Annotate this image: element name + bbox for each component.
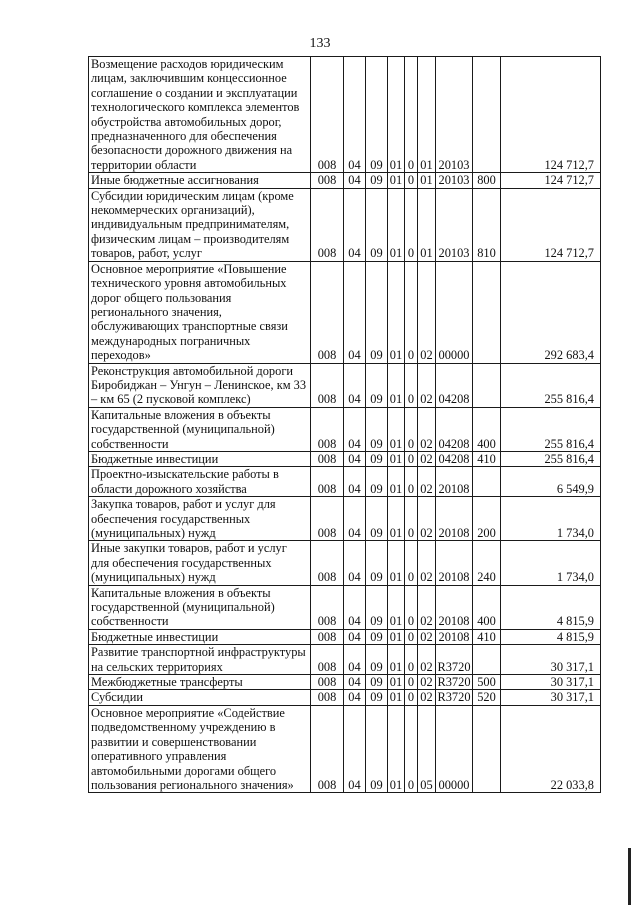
cell-section-code: 04: [344, 645, 366, 675]
cell-expense-type-code: 410: [473, 629, 501, 644]
cell-subprogram-code: 0: [405, 629, 418, 644]
cell-section-code: 04: [344, 541, 366, 585]
table-row: [89, 188, 601, 261]
cell-amount: 124 712,7: [501, 173, 601, 188]
cell-subsection-code: 09: [366, 467, 388, 497]
table-row: [89, 675, 601, 690]
cell-ministry-code: 008: [311, 363, 344, 407]
cell-ministry-code: 008: [311, 261, 344, 363]
cell-subsection-code: 09: [366, 497, 388, 541]
row-name: Бюджетные инвестиции: [89, 451, 311, 466]
cell-expense-type-code: [473, 363, 501, 407]
cell-subsection-code: 09: [366, 585, 388, 629]
cell-section-code: 04: [344, 57, 366, 173]
cell-activity-code: 02: [418, 363, 436, 407]
cell-amount: 30 317,1: [501, 675, 601, 690]
cell-activity-code: 01: [418, 173, 436, 188]
cell-ministry-code: 008: [311, 690, 344, 705]
cell-subsection-code: 09: [366, 705, 388, 792]
cell-activity-code: 02: [418, 585, 436, 629]
row-name: Развитие транспортной инфраструктуры на сельских территориях: [89, 645, 311, 675]
cell-program-code: 01: [388, 690, 405, 705]
cell-expense-type-code: [473, 261, 501, 363]
cell-subprogram-code: 0: [405, 705, 418, 792]
cell-expense-type-code: 410: [473, 451, 501, 466]
row-name: Проектно-изыскательские работы в области дорожного хозяйства: [89, 467, 311, 497]
cell-direction-code: 00000: [436, 261, 473, 363]
cell-expense-type-code: 240: [473, 541, 501, 585]
cell-subsection-code: 09: [366, 173, 388, 188]
cell-subprogram-code: 0: [405, 497, 418, 541]
cell-amount: 292 683,4: [501, 261, 601, 363]
cell-activity-code: 01: [418, 188, 436, 261]
row-name: Капитальные вложения в объекты государственной (муниципальной) собственности: [89, 585, 311, 629]
cell-amount: 4 815,9: [501, 629, 601, 644]
cell-section-code: 04: [344, 363, 366, 407]
cell-program-code: 01: [388, 261, 405, 363]
cell-expense-type-code: 400: [473, 407, 501, 451]
cell-activity-code: 02: [418, 541, 436, 585]
cell-program-code: 01: [388, 705, 405, 792]
cell-amount: 124 712,7: [501, 57, 601, 173]
cell-expense-type-code: 500: [473, 675, 501, 690]
cell-subprogram-code: 0: [405, 261, 418, 363]
cell-section-code: 04: [344, 261, 366, 363]
cell-subprogram-code: 0: [405, 645, 418, 675]
cell-program-code: 01: [388, 451, 405, 466]
cell-program-code: 01: [388, 497, 405, 541]
row-name: Бюджетные инвестиции: [89, 629, 311, 644]
cell-ministry-code: 008: [311, 407, 344, 451]
cell-direction-code: 20108: [436, 467, 473, 497]
cell-amount: 255 816,4: [501, 451, 601, 466]
cell-direction-code: R3720: [436, 645, 473, 675]
cell-subsection-code: 09: [366, 451, 388, 466]
cell-program-code: 01: [388, 173, 405, 188]
cell-activity-code: 02: [418, 467, 436, 497]
cell-direction-code: 20103: [436, 188, 473, 261]
cell-amount: 124 712,7: [501, 188, 601, 261]
cell-section-code: 04: [344, 629, 366, 644]
row-name: Возмещение расходов юридическим лицам, заключившим концессионное соглашение о создании и эксплуатации технологического комплекса элементов обустройства автомобильных дорог, предназначенного для обеспечения безопасности дорожного движения на территории области: [89, 57, 311, 173]
cell-expense-type-code: [473, 467, 501, 497]
table-row: [89, 645, 601, 675]
cell-subprogram-code: 0: [405, 407, 418, 451]
table-row: [89, 57, 601, 173]
table-row: [89, 261, 601, 363]
cell-direction-code: 20103: [436, 57, 473, 173]
cell-activity-code: 02: [418, 451, 436, 466]
cell-activity-code: 02: [418, 690, 436, 705]
table-row: [89, 690, 601, 705]
cell-subsection-code: 09: [366, 629, 388, 644]
table-row: [89, 173, 601, 188]
table-row: [89, 585, 601, 629]
cell-expense-type-code: [473, 645, 501, 675]
cell-amount: 1 734,0: [501, 541, 601, 585]
cell-section-code: 04: [344, 675, 366, 690]
cell-direction-code: 20108: [436, 497, 473, 541]
cell-program-code: 01: [388, 363, 405, 407]
row-name: Межбюджетные трансферты: [89, 675, 311, 690]
cell-subsection-code: 09: [366, 261, 388, 363]
cell-program-code: 01: [388, 407, 405, 451]
row-name: Иные бюджетные ассигнования: [89, 173, 311, 188]
cell-program-code: 01: [388, 675, 405, 690]
cell-ministry-code: 008: [311, 451, 344, 466]
cell-subsection-code: 09: [366, 645, 388, 675]
cell-direction-code: R3720: [437, 690, 471, 705]
margin-bar: [628, 848, 631, 905]
cell-ministry-code: 008: [311, 467, 344, 497]
cell-subprogram-code: 0: [405, 57, 418, 173]
row-name: Закупка товаров, работ и услуг для обеспечения государственных (муниципальных) нужд: [89, 497, 311, 541]
cell-ministry-code: 008: [311, 541, 344, 585]
cell-activity-code: 01: [418, 57, 436, 173]
cell-program-code: 01: [388, 645, 405, 675]
table-row: [89, 451, 601, 466]
cell-activity-code: 02: [418, 407, 436, 451]
cell-subsection-code: 09: [366, 363, 388, 407]
cell-program-code: 01: [388, 629, 405, 644]
cell-direction-code: 20108: [436, 541, 473, 585]
table-body: [89, 57, 601, 793]
cell-program-code: 01: [388, 188, 405, 261]
cell-ministry-code: 008: [311, 645, 344, 675]
cell-subsection-code: 09: [366, 690, 388, 705]
cell-section-code: 04: [344, 188, 366, 261]
cell-subprogram-code: 0: [405, 173, 418, 188]
cell-activity-code: 02: [418, 629, 436, 644]
cell-section-code: 04: [344, 173, 366, 188]
cell-amount: 4 815,9: [501, 585, 601, 629]
cell-expense-type-code: 800: [473, 173, 501, 188]
cell-ministry-code: 008: [311, 57, 344, 173]
cell-amount: 30 317,1: [501, 690, 601, 705]
table-row: [89, 497, 601, 541]
row-name: Реконструкция автомобильной дороги Биробиджан – Унгун – Ленинское, км 33 – км 65 (2 пусковой комплекс): [89, 363, 311, 407]
cell-direction-code: 20108: [436, 585, 473, 629]
cell-subsection-code: 09: [366, 541, 388, 585]
cell-activity-code: 02: [418, 261, 436, 363]
row-name: Основное мероприятие «Содействие подведомственному учреждению в развитии и совершенствовании оперативного управления автомобильными дорогами общего пользования регионального значения»: [89, 705, 311, 792]
cell-expense-type-code: 400: [473, 585, 501, 629]
page-number: 133: [309, 36, 331, 51]
cell-section-code: 04: [344, 585, 366, 629]
cell-program-code: 01: [388, 541, 405, 585]
cell-activity-code: 02: [418, 497, 436, 541]
cell-subsection-code: 09: [366, 407, 388, 451]
row-name: Капитальные вложения в объекты государственной (муниципальной) собственности: [89, 407, 311, 451]
cell-expense-type-code: [473, 705, 501, 792]
cell-section-code: 04: [344, 690, 366, 705]
cell-section-code: 04: [344, 497, 366, 541]
cell-section-code: 04: [344, 705, 366, 792]
cell-section-code: 04: [344, 467, 366, 497]
cell-subprogram-code: 0: [405, 451, 418, 466]
cell-expense-type-code: 520: [473, 690, 501, 705]
cell-ministry-code: 008: [311, 188, 344, 261]
cell-subprogram-code: 0: [405, 188, 418, 261]
table-row: [89, 541, 601, 585]
cell-program-code: 01: [388, 57, 405, 173]
cell-direction-code: 04208: [436, 407, 473, 451]
cell-amount: 6 549,9: [501, 467, 601, 497]
cell-direction-code: 00000: [436, 705, 473, 792]
cell-expense-type-code: 810: [473, 188, 501, 261]
cell-amount: 255 816,4: [501, 407, 601, 451]
cell-direction-code: 20108: [436, 629, 473, 644]
cell-subprogram-code: 0: [405, 541, 418, 585]
cell-program-code: 01: [388, 467, 405, 497]
cell-direction-code: 04208: [436, 363, 473, 407]
cell-amount: 30 317,1: [501, 645, 601, 675]
cell-subprogram-code: 0: [405, 363, 418, 407]
cell-expense-type-code: [473, 57, 501, 173]
cell-amount: 255 816,4: [501, 363, 601, 407]
table-row: [89, 363, 601, 407]
cell-subprogram-code: 0: [405, 467, 418, 497]
cell-program-code: 01: [388, 585, 405, 629]
cell-activity-code: 02: [418, 645, 436, 675]
cell-amount: 1 734,0: [501, 497, 601, 541]
cell-section-code: 04: [344, 407, 366, 451]
cell-direction-code: 20103: [436, 173, 473, 188]
cell-ministry-code: 008: [311, 173, 344, 188]
cell-subprogram-code: 0: [405, 690, 418, 705]
row-name: Субсидии: [89, 690, 311, 705]
cell-expense-type-code: 200: [473, 497, 501, 541]
cell-subsection-code: 09: [366, 57, 388, 173]
cell-subsection-code: 09: [366, 675, 388, 690]
cell-amount: 22 033,8: [501, 705, 601, 792]
cell-activity-code: 02: [418, 675, 436, 690]
cell-ministry-code: 008: [311, 675, 344, 690]
cell-ministry-code: 008: [311, 585, 344, 629]
cell-ministry-code: 008: [311, 497, 344, 541]
row-name: Иные закупки товаров, работ и услуг для обеспечения государственных (муниципальных) нужд: [89, 541, 311, 585]
cell-subprogram-code: 0: [405, 585, 418, 629]
cell-direction-code: 04208: [436, 451, 473, 466]
cell-subsection-code: 09: [366, 188, 388, 261]
table-row: [89, 705, 601, 792]
cell-ministry-code: 008: [311, 705, 344, 792]
table-row: [89, 467, 601, 497]
table-row: [89, 407, 601, 451]
cell-activity-code: 05: [418, 705, 436, 792]
table-row: [89, 629, 601, 644]
row-name: Субсидии юридическим лицам (кроме некоммерческих организаций), индивидуальным предпринимателям, физическим лицам – производителям товаров, работ, услуг: [89, 188, 311, 261]
cell-section-code: 04: [344, 451, 366, 466]
cell-subprogram-code: 0: [405, 675, 418, 690]
row-name: Основное мероприятие «Повышение технического уровня автомобильных дорог общего пользования регионального значения, обслуживающих транспортные связи международных пограничных переходов»: [89, 261, 311, 363]
cell-direction-code: R3720: [437, 675, 471, 690]
budget-table: [88, 56, 601, 793]
cell-ministry-code: 008: [311, 629, 344, 644]
